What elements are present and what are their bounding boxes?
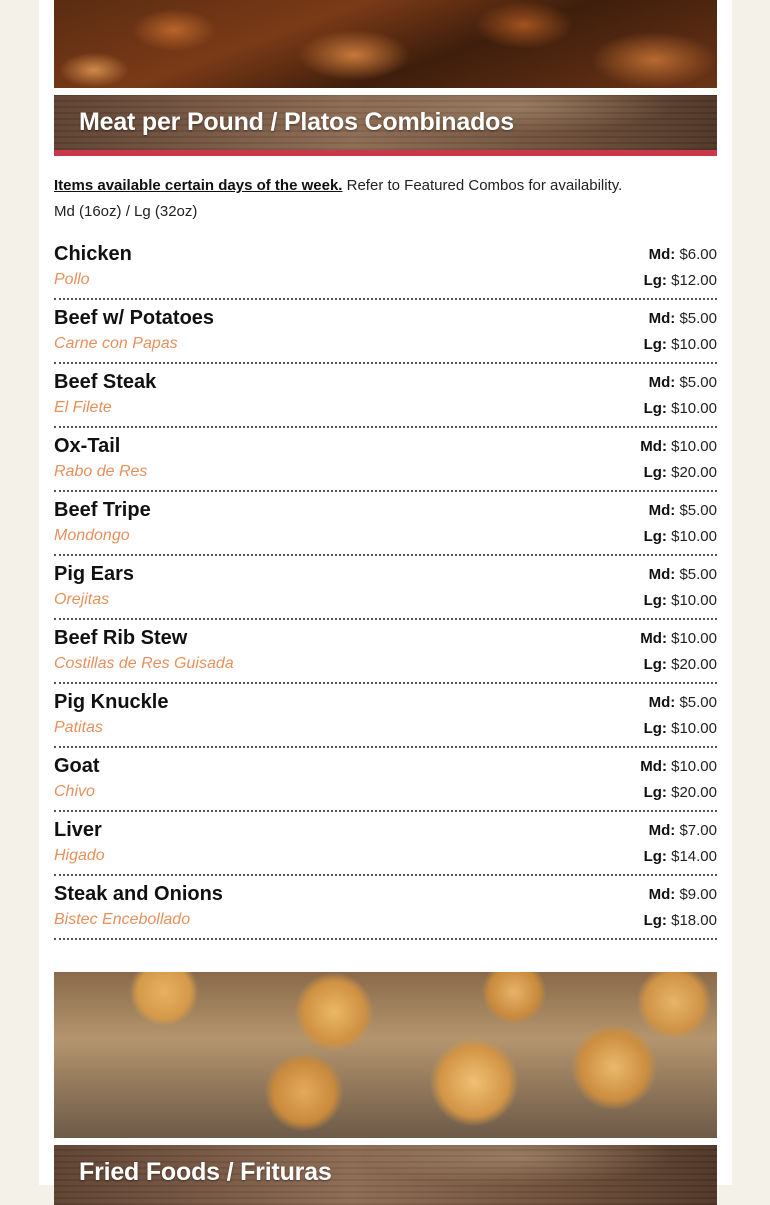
- item-name: Chicken: [54, 243, 132, 265]
- fried-foods-photo: [54, 972, 717, 1138]
- item-spanish-name: Rabo de Res: [54, 463, 148, 480]
- item-name: Pig Ears: [54, 563, 135, 585]
- section-header-fried: [54, 1145, 717, 1205]
- item-spanish-name: Pollo: [54, 271, 90, 288]
- price-lg: Lg: $20.00: [643, 656, 717, 673]
- price-lg: Lg: $10.00: [643, 400, 717, 417]
- item-spanish-name: Mondongo: [54, 527, 130, 544]
- item-name: Steak and Onions: [54, 883, 223, 905]
- availability-note: [54, 173, 717, 199]
- price-lg: Lg: $20.00: [643, 464, 717, 481]
- price-md: Md: $10.00: [640, 758, 717, 775]
- price-lg: Lg: $20.00: [643, 784, 717, 801]
- price-md: Md: $5.00: [648, 502, 717, 519]
- price-md: Md: $5.00: [648, 374, 717, 391]
- section-header-meat: [54, 95, 717, 156]
- price-lg: Lg: $12.00: [643, 272, 717, 289]
- menu-list: [54, 243, 717, 947]
- menu-item: [54, 435, 717, 492]
- fried-meat-photo: [54, 0, 717, 88]
- price-md: Md: $5.00: [648, 310, 717, 327]
- availability-text: Refer to Featured Combos for availability.: [342, 177, 623, 194]
- item-name: Liver: [54, 819, 102, 841]
- item-name: Pig Knuckle: [54, 691, 169, 713]
- item-name: Ox-Tail: [54, 435, 121, 457]
- item-name: Goat: [54, 755, 100, 777]
- price-md: Md: $5.00: [648, 566, 717, 583]
- menu-item: [54, 691, 717, 748]
- price-md: Md: $10.00: [640, 630, 717, 647]
- availability-link[interactable]: Items available certain days of the week.: [54, 177, 343, 194]
- price-lg: Lg: $18.00: [643, 912, 717, 929]
- price-lg: Lg: $10.00: [643, 592, 717, 609]
- item-spanish-name: Carne con Papas: [54, 335, 178, 352]
- menu-item: [54, 819, 717, 876]
- menu-item: [54, 883, 717, 940]
- price-lg: Lg: $14.00: [643, 848, 717, 865]
- item-name: Beef w/ Potatoes: [54, 307, 215, 329]
- price-lg: Lg: $10.00: [643, 720, 717, 737]
- price-md: Md: $7.00: [648, 822, 717, 839]
- section-title: Fried Foods / Frituras: [79, 1158, 332, 1186]
- item-name: Beef Tripe: [54, 499, 151, 521]
- item-spanish-name: Orejitas: [54, 591, 110, 608]
- size-note: Md (16oz) / Lg (32oz): [54, 203, 198, 220]
- menu-item: [54, 499, 717, 556]
- menu-notes: [54, 173, 717, 225]
- item-spanish-name: Costillas de Res Guisada: [54, 655, 234, 672]
- menu-item: [54, 371, 717, 428]
- price-md: Md: $5.00: [648, 694, 717, 711]
- item-spanish-name: Higado: [54, 847, 105, 864]
- item-spanish-name: Patitas: [54, 719, 103, 736]
- menu-item: [54, 243, 717, 300]
- price-md: Md: $6.00: [648, 246, 717, 263]
- section-title: Meat per Pound / Platos Combinados: [79, 108, 514, 136]
- menu-item: [54, 307, 717, 364]
- item-spanish-name: El Filete: [54, 399, 112, 416]
- item-name: Beef Steak: [54, 371, 157, 393]
- item-spanish-name: Bistec Encebollado: [54, 911, 191, 928]
- price-md: Md: $10.00: [640, 438, 717, 455]
- item-name: Beef Rib Stew: [54, 627, 188, 649]
- price-lg: Lg: $10.00: [643, 528, 717, 545]
- item-spanish-name: Chivo: [54, 783, 95, 800]
- menu-item: [54, 755, 717, 812]
- menu-item: [54, 563, 717, 620]
- price-md: Md: $9.00: [648, 886, 717, 903]
- menu-item: [54, 627, 717, 684]
- price-lg: Lg: $10.00: [643, 336, 717, 353]
